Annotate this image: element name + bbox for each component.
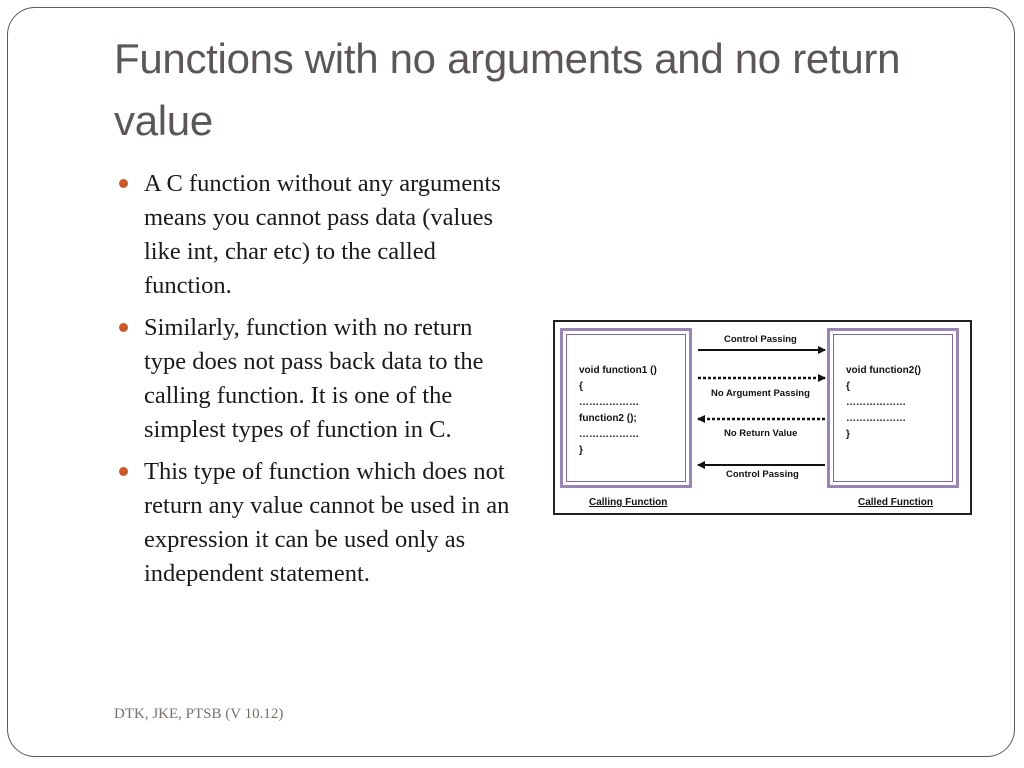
called-function-label: Called Function — [858, 497, 933, 508]
arrow-label-control-passing-back: Control Passing — [726, 469, 799, 480]
code-line: void function2() — [846, 365, 921, 376]
arrow-label-no-argument: No Argument Passing — [711, 388, 810, 399]
bullet-dot-icon — [119, 179, 128, 188]
arrow-label-control-passing: Control Passing — [724, 334, 797, 345]
bullet-item — [116, 311, 511, 447]
bullet-text: Similarly, function with no return type does not pass back data to the calling function. It is one of the simplest types of function in C. — [144, 314, 484, 443]
code-line: ……………… — [846, 397, 906, 408]
bullet-text: A C function without any arguments means you cannot pass data (values like int, char etc) to the called function. — [144, 170, 501, 299]
arrow-label-no-return: No Return Value — [724, 428, 798, 439]
code-line: { — [579, 381, 583, 392]
bullet-dot-icon — [119, 323, 128, 332]
bullet-dot-icon — [119, 467, 128, 476]
code-line: ……………… — [846, 413, 906, 424]
code-line: { — [846, 381, 850, 392]
code-line: function2 (); — [579, 413, 637, 424]
code-line: ……………… — [579, 429, 639, 440]
code-line: ……………… — [579, 397, 639, 408]
code-line: } — [579, 445, 583, 456]
code-line: } — [846, 429, 850, 440]
calling-function-label: Calling Function — [589, 497, 668, 508]
arrow-layer — [555, 322, 970, 513]
code-line: void function1 () — [579, 365, 657, 376]
function-call-diagram — [553, 320, 972, 515]
bullet-item — [116, 167, 511, 303]
slide-footer: DTK, JKE, PTSB (V 10.12) — [114, 706, 284, 722]
bullet-list — [116, 167, 511, 599]
bullet-text: This type of function which does not return any value cannot be used in an expression it can be used only as independent statement. — [144, 458, 510, 587]
slide-title: Functions with no arguments and no return value — [114, 35, 901, 144]
bullet-item — [116, 455, 511, 591]
